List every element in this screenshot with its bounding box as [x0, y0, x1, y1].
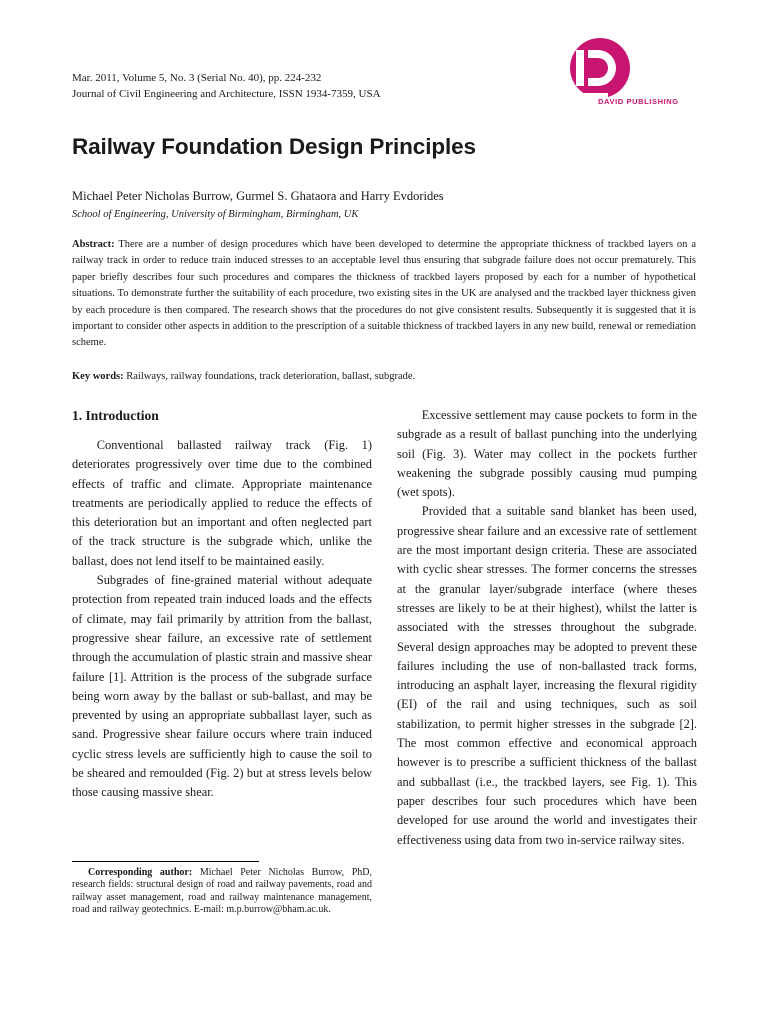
keywords-text: Railways, railway foundations, track deterioration, ballast, subgrade. [126, 371, 416, 382]
author-list: Michael Peter Nicholas Burrow, Gurmel S. Ghataora and Harry Evdorides [72, 189, 444, 203]
paper-title: Railway Foundation Design Principles [72, 134, 476, 159]
journal-info [72, 70, 381, 102]
footnote-label: Corresponding author: [88, 867, 193, 878]
david-publishing-logo [562, 33, 702, 113]
footnote-paragraph [72, 867, 372, 917]
body-paragraph: Provided that a suitable sand blanket has been used, progressive shear failure and an excessive rate of settlement are the most important design criteria. These are associated with cyclic shear stresses. The former concerns the stresses at the granular layer/subgrade interface (where theses stresses are likely to be at their highest), whilst the latter is associated with the stresses throughout the subgrade. Several design approaches may be adopted to prevent these failures including the use of non-ballasted track forms, introducing an asphalt layer, increasing the flexural rigidity (EI) of the rail and using techniques, such as soil stabilization, to permit higher stresses in the subgrade [2]. The most common effective and economical approach however is to prescribe a sufficient thickness of the ballast and subballast (i.e., the trackbed layers, see Fig. 1). This paper describes four such procedures which have been developed for use around the world and investigates their effectiveness using data from two in-service railway sites. [397, 504, 697, 847]
left-column [72, 436, 372, 803]
publisher-logo-icon [562, 33, 702, 113]
section-heading: 1. Introduction [72, 408, 159, 423]
affiliation: School of Engineering, University of Birmingham, Birmingham, UK [72, 209, 359, 220]
abstract-text: There are a number of design procedures which have been developed to determine the appropriate thickness of trackbed layers on a railway track in order to reduce train induced stresses to an acceptable level thus ensuring that subgrade failure does not occur prematurely. This paper briefly describes four such procedures and compares the thickness of trackbed layers proposed by each for a number of hypothetical situations. To demonstrate further the suitability of each procedure, two existing sites in the UK are analysed and the trackbed layer thickness given by each procedure is then compared. The research shows that the procedures do not give consistent results. Subsequently it is suggested that it is important to consider other aspects in addition to the prescription of a suitable thickness of trackbed layers in any new build, renewal or remediation scheme. [72, 239, 696, 349]
footnote [72, 867, 372, 917]
keywords-label: Key words: [72, 371, 124, 382]
footnote-divider [72, 861, 259, 862]
abstract [72, 237, 696, 352]
body-paragraph: Subgrades of fine-grained material without adequate protection from repeated train induced loads and the effects of climate, may fail primarily by attrition from the ballast, progressive shear failure, an excessive rate of settlement through the accumulation of plastic strain and massive shear failure [1]. Attrition is the process of the subgrade surface being worn away by the ballast or sub-ballast, and may be prevented by using an appropriate subballast layer, such as sand. Progressive shear failure occurs where train induced cyclic stress levels are sufficiently high to cause the soil to be sheared and remoulded (Fig. 2) but at stress levels below those causing massive shear. [72, 573, 372, 800]
body-paragraph: Excessive settlement may cause pockets to form in the subgrade as a result of ballast punching into the underlying soil (Fig. 3). Water may collect in the pockets further weakening the subgrade possibly causing mud pumping (wet spots). [397, 408, 697, 500]
logo-text: DAVID PUBLISHING [598, 97, 679, 106]
right-column [397, 406, 697, 850]
keywords [72, 371, 415, 382]
abstract-label: Abstract: [72, 239, 115, 250]
journal-name-line: Journal of Civil Engineering and Architecture, ISSN 1934-7359, USA [72, 88, 381, 100]
journal-issue-line: Mar. 2011, Volume 5, No. 3 (Serial No. 40), pp. 224-232 [72, 72, 322, 84]
footnote-text: Michael Peter Nicholas Burrow, PhD, research fields: structural design of road and railway pavements, road and railway asset management, road and railway maintenance management, road and railway geotechnics. E-mail: m.p.burrow@bham.ac.uk. [72, 867, 373, 916]
body-paragraph: Conventional ballasted railway track (Fig. 1) deteriorates progressively over time due to the combined effects of traffic and climate. Appropriate maintenance treatments are periodically applied to reduce the effects of this deterioration but an important and often neglected part of the track structure is the subgrade which, unlike the ballast, does not lend itself to be maintained easily. [72, 438, 372, 568]
